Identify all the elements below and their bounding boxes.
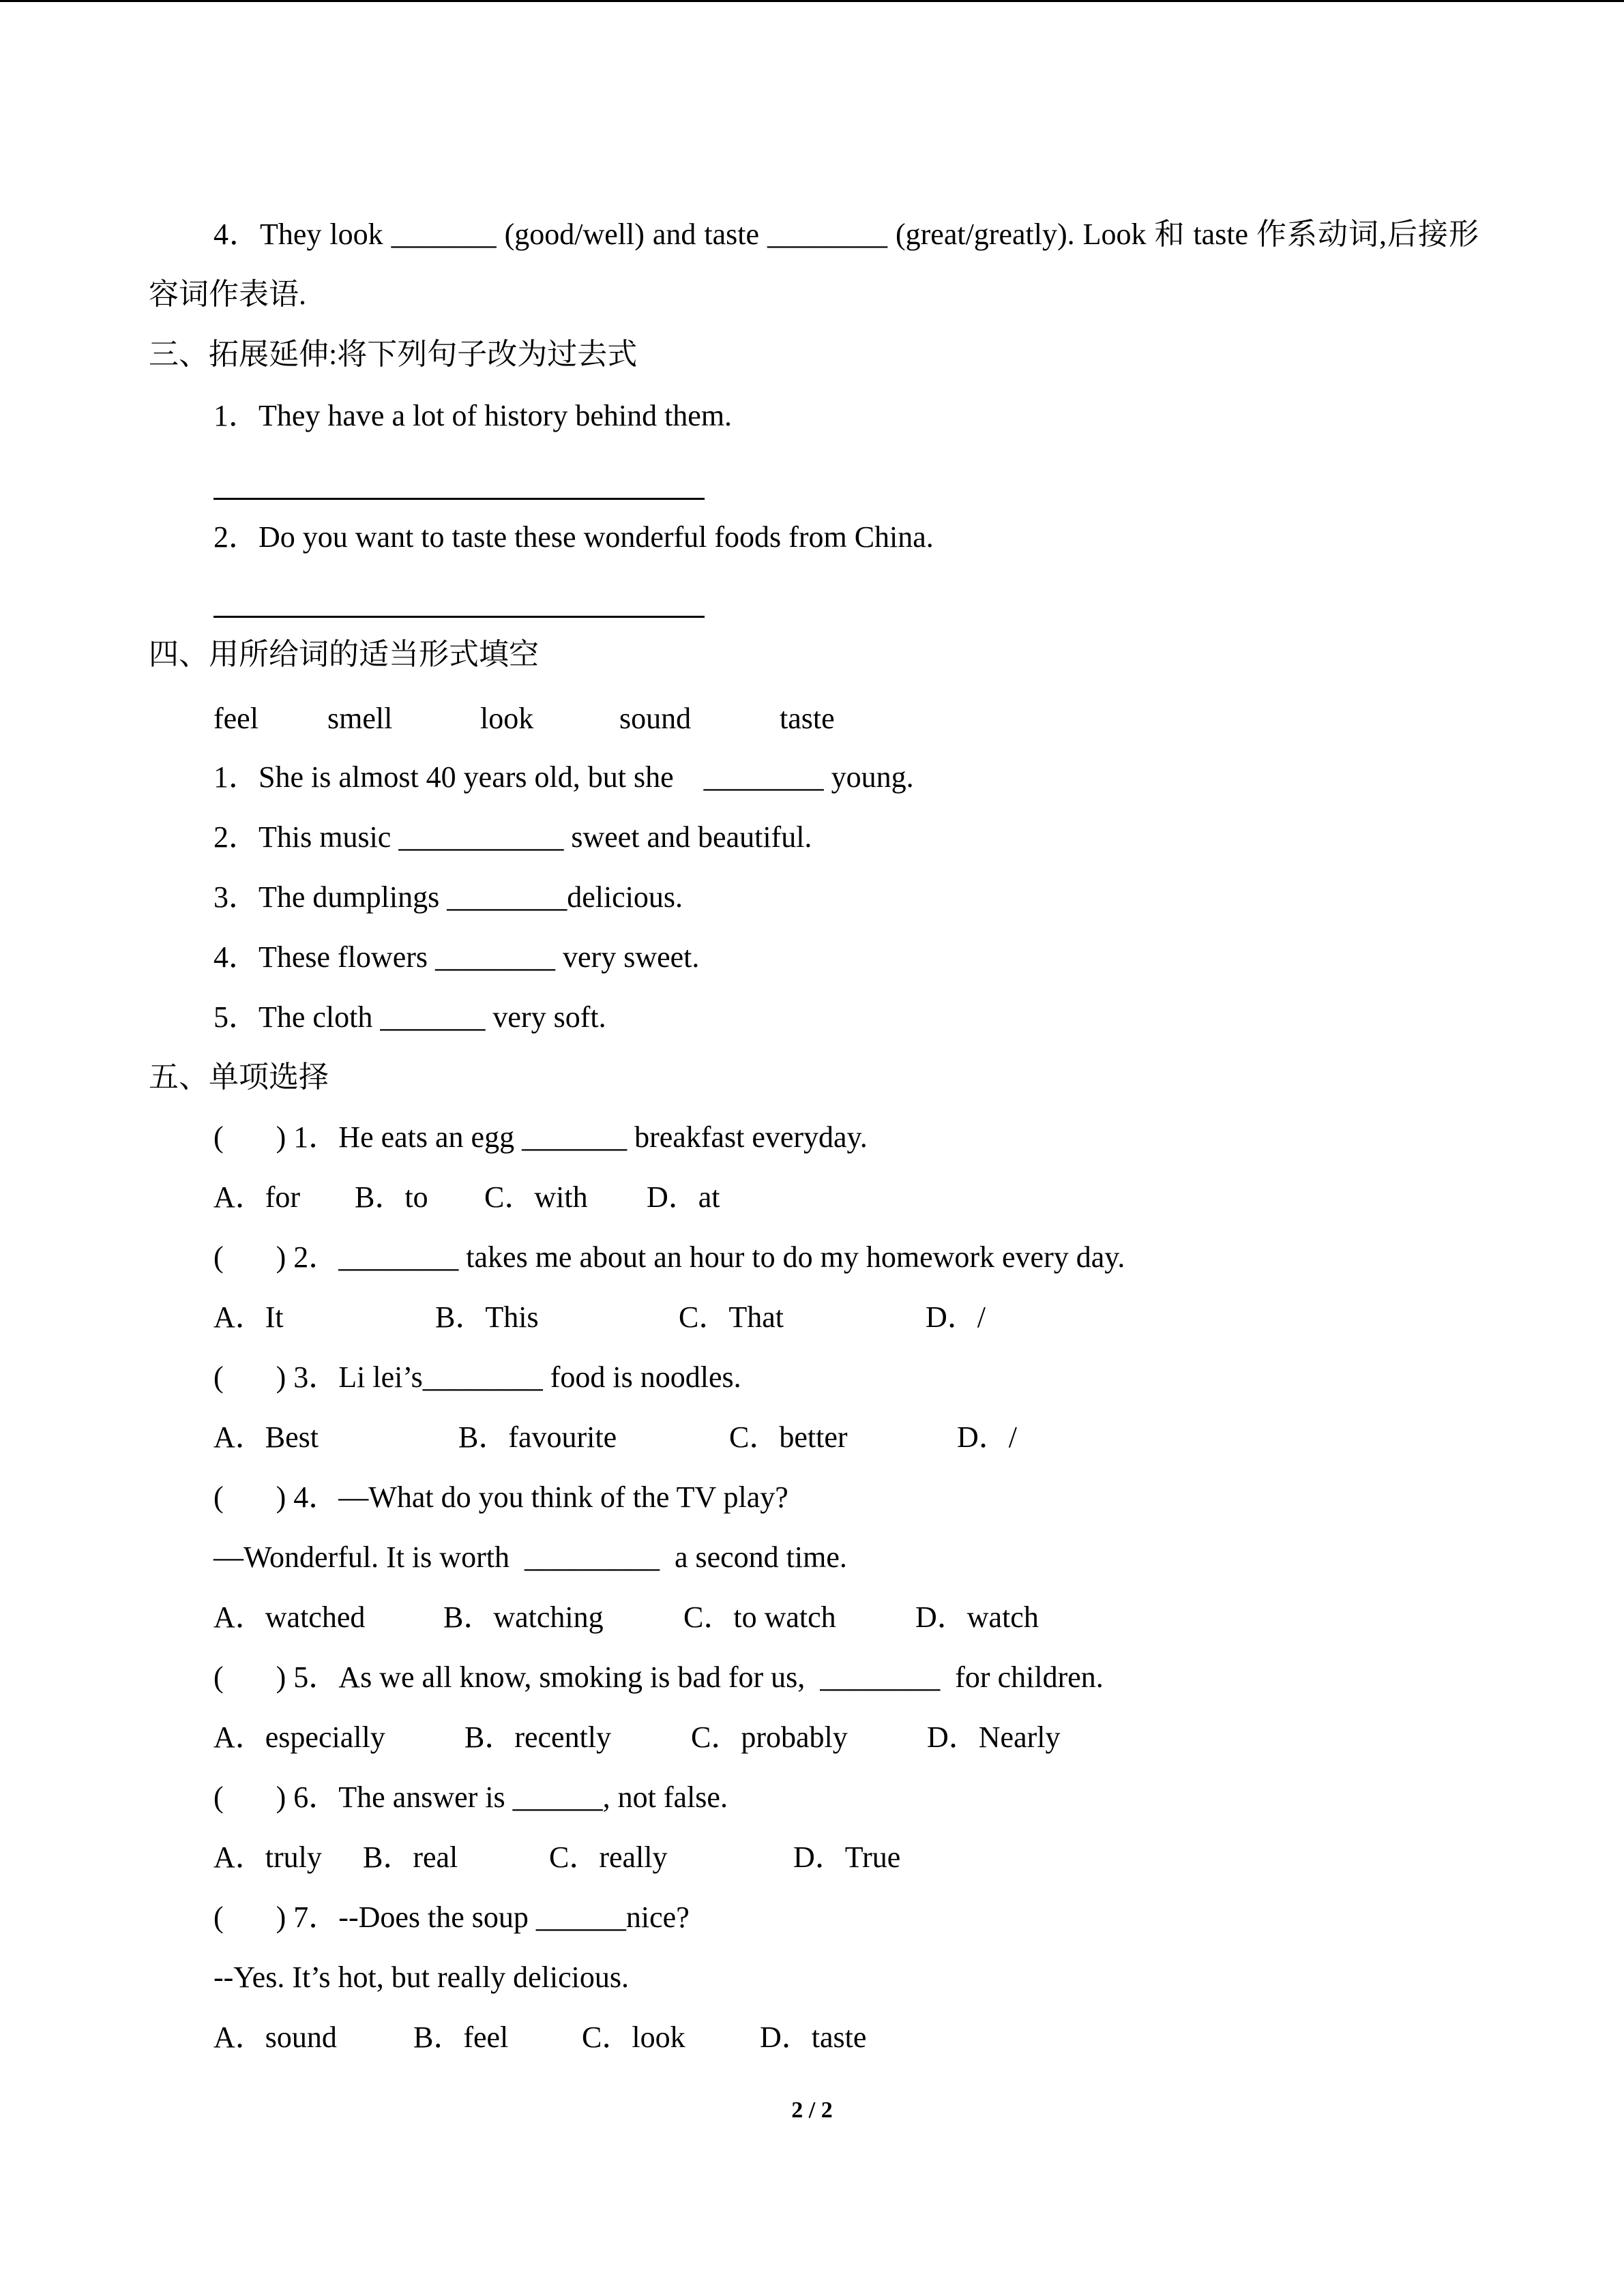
option: B．recently — [464, 1720, 612, 1754]
option: D．watch — [915, 1600, 1039, 1634]
page-top-border — [0, 0, 1624, 2]
option: C．probably — [691, 1720, 848, 1754]
mc-question-4-line-2: —Wonderful. It is worth _________ a second time. — [213, 1540, 847, 1574]
option: A．watched — [213, 1600, 366, 1634]
option: C．look — [582, 2021, 685, 2054]
word-bank-item: look — [480, 702, 534, 735]
option: A．It — [213, 1300, 284, 1334]
option: C．really — [549, 1840, 668, 1874]
mc-question-3: ( ) 3．Li lei’s________ food is noodles. — [213, 1360, 741, 1394]
question-2-4 — [149, 205, 1479, 325]
option: A．especially — [213, 1720, 385, 1754]
section-4-heading: 四、用所给词的适当形式填空 — [149, 638, 539, 671]
mc-question-4: ( ) 4．—What do you think of the TV play? — [213, 1480, 788, 1514]
option: D．Nearly — [927, 1720, 1061, 1754]
answer-line-1 — [213, 498, 705, 500]
page-number: 2 / 2 — [791, 2098, 833, 2123]
option: D．/ — [957, 1420, 1017, 1454]
option: B．favourite — [458, 1420, 617, 1454]
option: A．sound — [213, 2021, 337, 2054]
option: C．better — [729, 1420, 848, 1454]
section-5-heading: 五、单项选择 — [149, 1060, 329, 1094]
mc-question-5: ( ) 5．As we all know, smoking is bad for us, ________ for children. — [213, 1660, 1104, 1694]
option: B．real — [363, 1840, 458, 1874]
option: A．for — [213, 1180, 301, 1214]
section-4-question-5: 5．The cloth _______ very soft. — [213, 1000, 606, 1034]
section-3-heading: 三、拓展延伸:将下列句子改为过去式 — [149, 338, 638, 371]
word-bank-item: sound — [619, 702, 692, 735]
word-bank-item: smell — [327, 702, 393, 735]
mc-question-7: ( ) 7．--Does the soup ______nice? — [213, 1900, 690, 1934]
section-4-question-1: 1．She is almost 40 years old, but she ________ young. — [213, 760, 914, 794]
section-3-question-1: 1．They have a lot of history behind them. — [213, 399, 733, 432]
option: D．taste — [760, 2021, 867, 2054]
section-4-question-4: 4．These flowers ________ very sweet. — [213, 940, 700, 974]
section-4-question-2: 2．This music ___________ sweet and beautiful. — [213, 820, 812, 854]
option: C．to watch — [683, 1600, 836, 1634]
word-bank-item: taste — [780, 702, 835, 735]
word-bank-item: feel — [213, 702, 259, 735]
option: B．to — [355, 1180, 428, 1214]
option: B．watching — [443, 1600, 604, 1634]
mc-question-1: ( ) 1．He eats an egg _______ breakfast everyday. — [213, 1120, 868, 1154]
section-4-question-3: 3．The dumplings ________delicious. — [213, 880, 683, 914]
option: C．with — [484, 1180, 588, 1214]
option: D．True — [793, 1840, 901, 1874]
option: C．That — [679, 1300, 784, 1334]
answer-line-2 — [213, 616, 705, 618]
option: B．feel — [413, 2021, 509, 2054]
question-2-4-text: 4．They look _______ (good/well) and taste ________ (great/greatly). Look 和 taste 作系动词,后接形容词作表语. — [149, 218, 1479, 311]
mc-question-6: ( ) 6．The answer is ______, not false. — [213, 1780, 728, 1814]
option: D．at — [647, 1180, 720, 1214]
option: A．truly — [213, 1840, 322, 1874]
option: B．This — [435, 1300, 539, 1334]
option: A．Best — [213, 1420, 319, 1454]
section-3-question-2: 2．Do you want to taste these wonderful foods from China. — [213, 520, 934, 554]
mc-question-2: ( ) 2．________ takes me about an hour to do my homework every day. — [213, 1240, 1125, 1274]
option: D．/ — [926, 1300, 986, 1334]
mc-question-7-line-2: --Yes. It’s hot, but really delicious. — [213, 1960, 630, 1994]
